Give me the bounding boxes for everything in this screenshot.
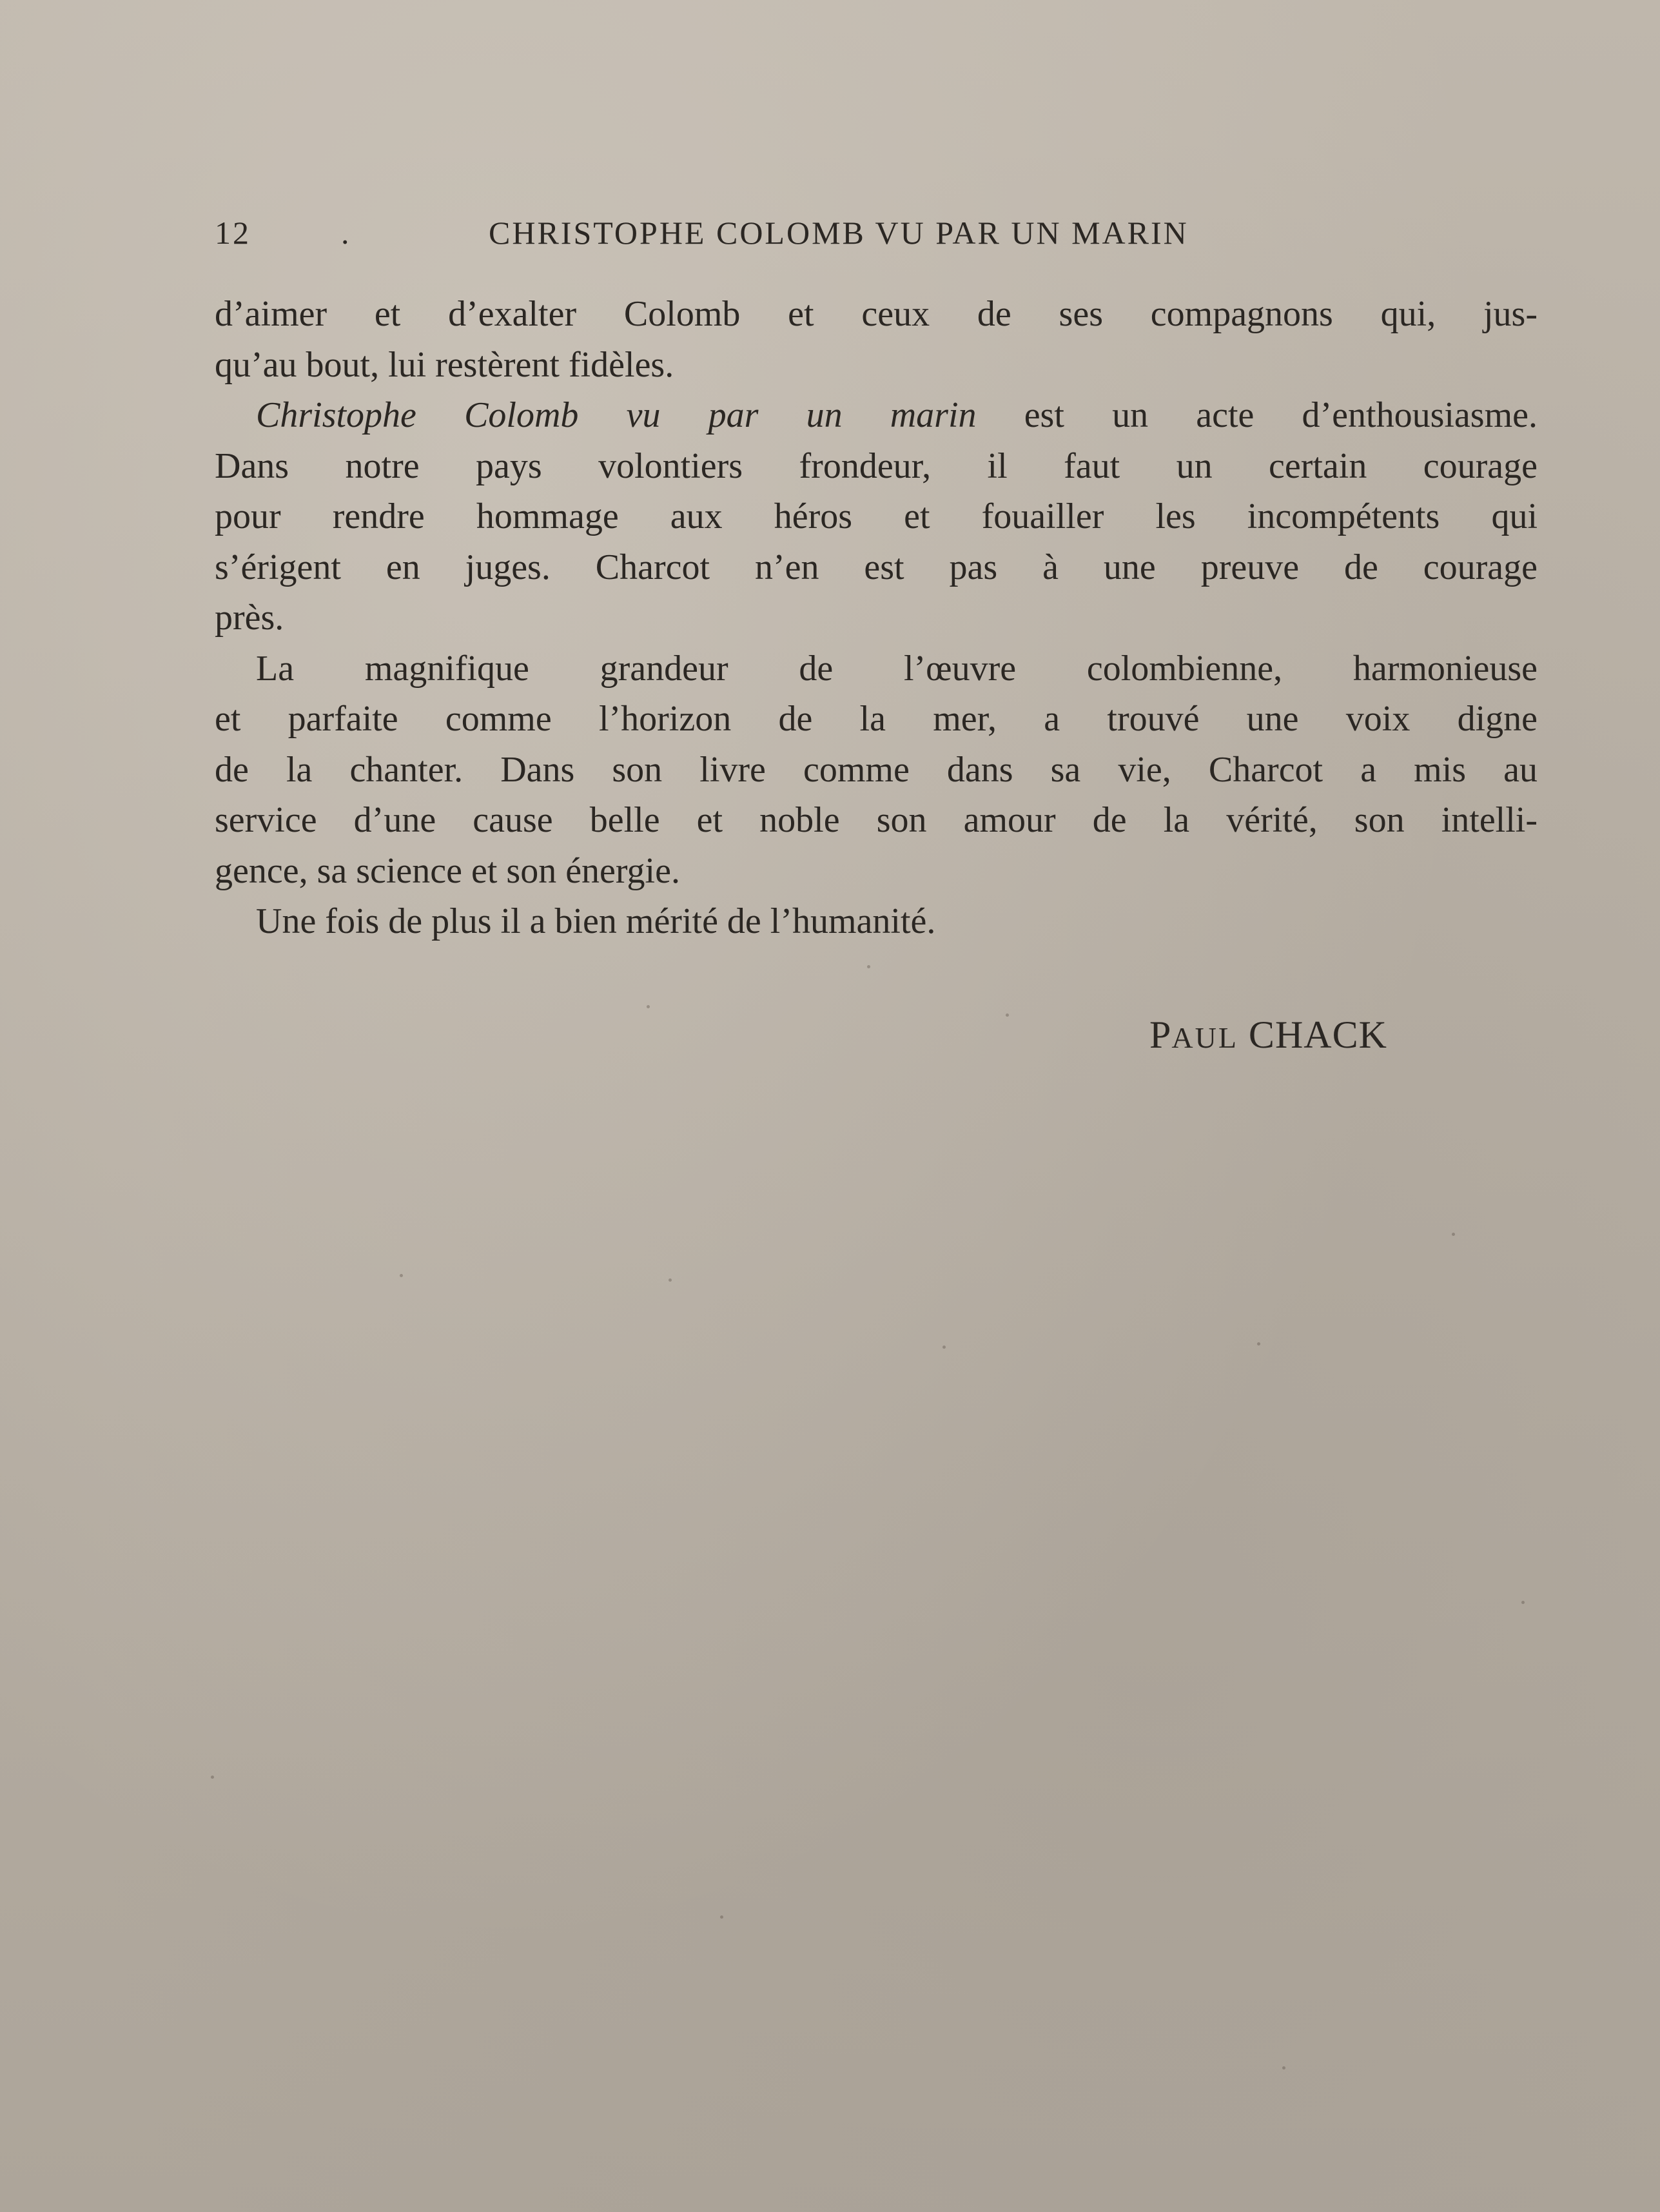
paper-speck [942, 1346, 946, 1349]
paper-speck [867, 965, 870, 968]
running-title: CHRISTOPHE COLOMB VU PAR UN MARIN [489, 215, 1189, 251]
paragraph-3-line-3: de la chanter. Dans son livre comme dans sa vie, Charcot a mis au [215, 749, 1538, 790]
signature-first-rest: AUL [1171, 1021, 1238, 1054]
paragraph-3-line-5: gence, sa science et son énergie. [215, 850, 680, 891]
author-signature [1149, 1006, 1387, 1067]
paragraph-2-line-4: s’érigent en juges. Charcot n’en est pas à une preuve de courage [215, 547, 1538, 587]
paragraph-2-line-5: près. [215, 598, 284, 638]
paragraph-1-line-2: qu’au bout, lui restèrent fidèles. [215, 344, 674, 385]
paragraph-3-line-4: service d’une cause belle et noble son amour de la vérité, son intelli- [215, 800, 1538, 840]
paper-speck [1257, 1342, 1260, 1346]
paper-speck [669, 1278, 672, 1282]
paper-speck [211, 1776, 214, 1779]
page-number: 12 [215, 215, 251, 251]
signature-last-name: CHACK [1248, 1013, 1387, 1056]
paragraph-4-line-1: Une fois de plus il a bien mérité de l’humanité. [256, 901, 936, 941]
paper-speck [1282, 2066, 1285, 2070]
paragraph-3-line-2: et parfaite comme l’horizon de la mer, a trouvé une voix digne [215, 699, 1538, 739]
paragraph-2-line-3: pour rendre hommage aux héros et fouailler les incompétents qui [215, 496, 1538, 536]
signature-first-initial: P [1149, 1013, 1172, 1056]
body-text [215, 289, 1538, 947]
paragraph-2-line-1-rest: est un acte d’enthousiasme. [976, 395, 1538, 435]
paragraph-3-line-1: La magnifique grandeur de l’œuvre colombienne, harmonieuse [256, 648, 1538, 689]
paragraph-1-line-1: d’aimer et d’exalter Colomb et ceux de ses compagnons qui, jus- [215, 294, 1538, 334]
paper-speck [400, 1274, 403, 1277]
paper-speck [647, 1005, 650, 1008]
paper-speck [1521, 1601, 1525, 1604]
header-separator: . [341, 215, 351, 251]
paper-speck [1006, 1013, 1009, 1017]
running-head [215, 210, 1267, 255]
paragraph-2-line-1 [215, 390, 1538, 441]
paper-speck [720, 1915, 723, 1919]
paper-speck [1452, 1233, 1455, 1236]
book-title-italic: Christophe Colomb vu par un marin [256, 395, 977, 435]
paragraph-2-line-2: Dans notre pays volontiers frondeur, il faut un certain courage [215, 445, 1538, 486]
